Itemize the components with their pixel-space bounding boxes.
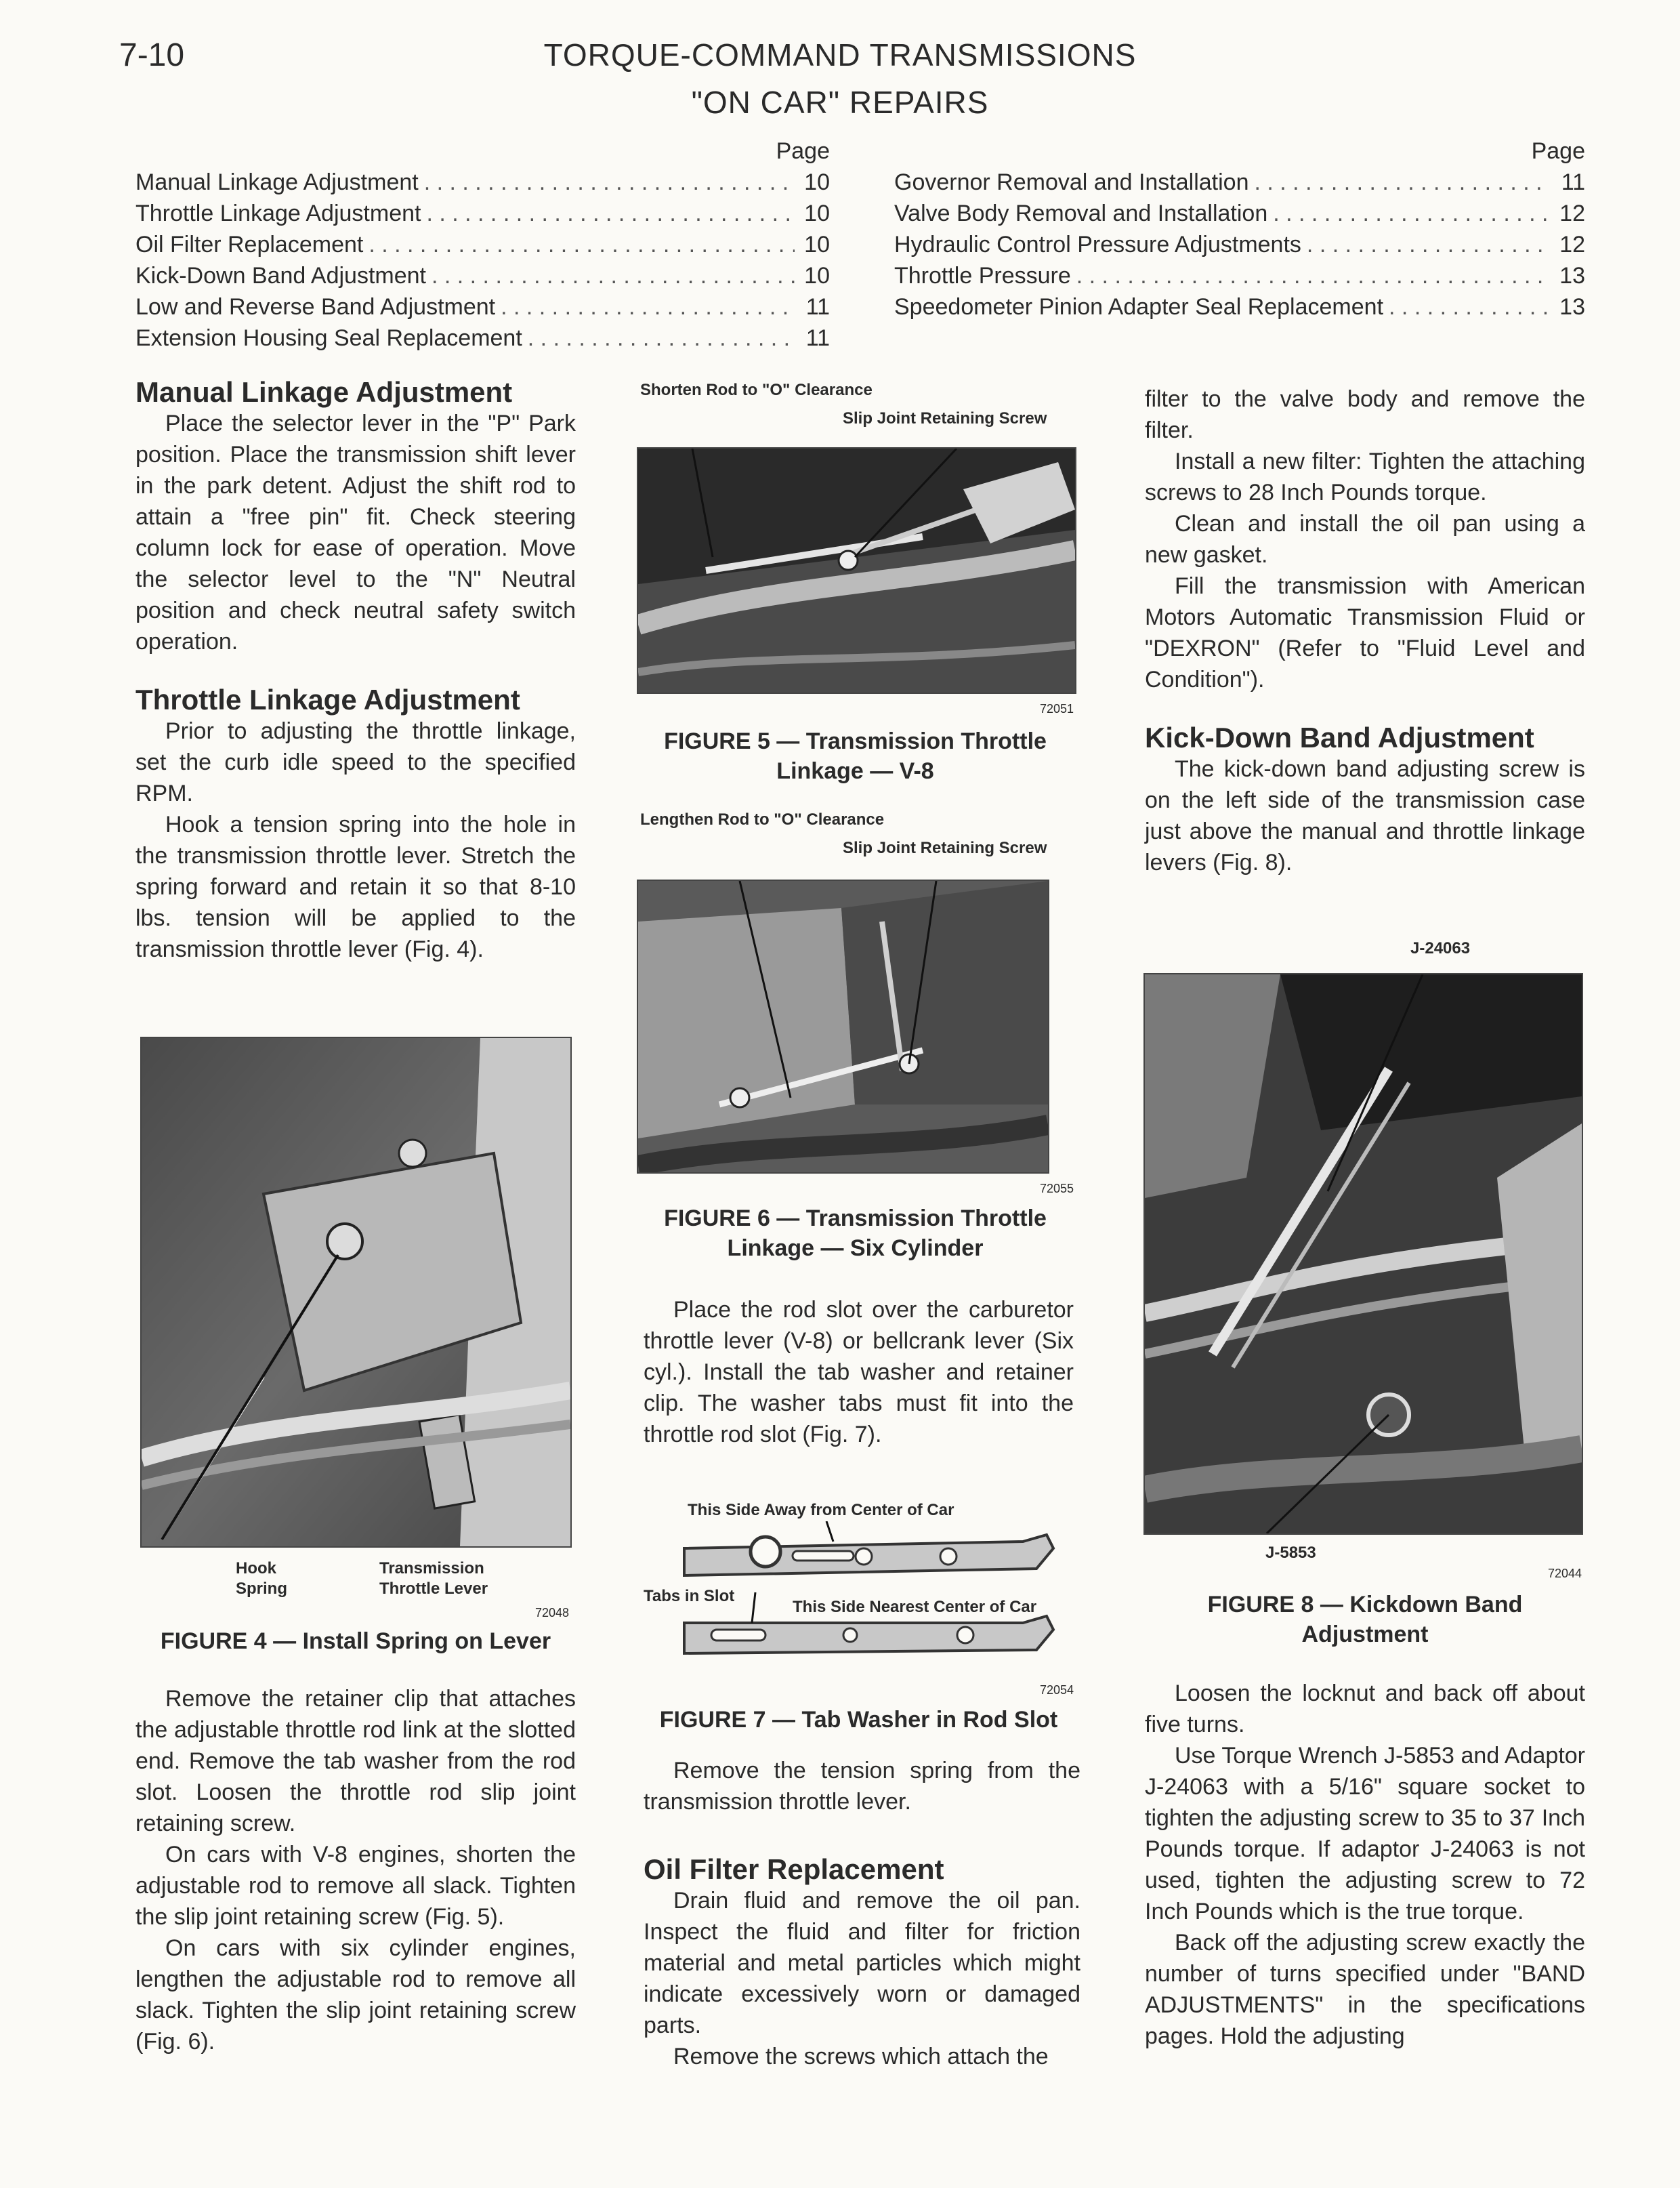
paragraph: Back off the adjusting screw exactly the number of turns specified under "BAND ADJUSTMENTS" in the specifications pages. Hold the adjusting bbox=[1145, 1930, 1585, 2049]
paragraph: Use Torque Wrench J-5853 and Adaptor J-24063 with a 5/16" square socket to tighten the adjusting screw to 35 to 37 Inch Pounds torque. If adaptor J-24063 is not used, tighten the adjusting screw to 72 Inch Pounds which is the true torque. bbox=[1145, 1743, 1585, 1924]
figure-4-label-hook-spring: Hook Spring bbox=[236, 1559, 287, 1598]
figure-5-label-shorten: Shorten Rod to "O" Clearance bbox=[640, 381, 873, 399]
figure-6-label-slip-joint: Slip Joint Retaining Screw bbox=[843, 839, 1047, 857]
figure-8-number: 72044 bbox=[1548, 1567, 1582, 1580]
paragraph: Hook a tension spring into the hole in the transmission throttle lever. Stretch the spring forward and retain it so that 8-10 lbs. tension will be applied to the transmission throttle lever (Fig. 4). bbox=[135, 812, 576, 962]
figure-8-caption: FIGURE 8 — Kickdown Band Adjustment bbox=[1207, 1592, 1523, 1647]
heading-kick-down-band: Kick-Down Band Adjustment bbox=[1145, 722, 1534, 754]
toc-entry: Governor Removal and Installation . . . 11 bbox=[894, 167, 1585, 198]
paragraph: Remove the retainer clip that attaches the adjustable throttle rod link at the slotted end. Remove the tab washer from the rod slot. Loosen the throttle rod slip joint retaining screw. bbox=[135, 1686, 576, 1836]
toc-entry: Hydraulic Control Pressure Adjustments . . . 12 bbox=[894, 229, 1585, 260]
paragraph: Remove the tension spring from the transmission throttle lever. bbox=[644, 1758, 1080, 1815]
toc-entry: Throttle Pressure . . . 13 bbox=[894, 260, 1585, 291]
toc-page-heading: Page bbox=[776, 138, 830, 164]
figure-8-illustration bbox=[1145, 974, 1582, 1533]
paragraph: Drain fluid and remove the oil pan. Inspect the fluid and filter for friction material and metal particles which might indicate excessively worn or damaged parts. bbox=[644, 1888, 1080, 2038]
toc-entry: Kick-Down Band Adjustment . . . 10 bbox=[135, 260, 830, 291]
column-3-bottom bbox=[1145, 1678, 1585, 2052]
figure-7-label-tabs: Tabs in Slot bbox=[644, 1587, 735, 1605]
figure-4-illustration bbox=[142, 1038, 570, 1546]
toc-entry: Manual Linkage Adjustment . . . 10 bbox=[135, 167, 830, 198]
column-1-top bbox=[135, 377, 576, 965]
page-number: 7-10 bbox=[119, 37, 185, 73]
paragraph: filter to the valve body and remove the filter. bbox=[1145, 386, 1585, 443]
paragraph: Install a new filter: Tighten the attaching screws to 28 Inch Pounds torque. bbox=[1145, 449, 1585, 505]
heading-manual-linkage: Manual Linkage Adjustment bbox=[135, 376, 513, 408]
figure-6-caption: FIGURE 6 — Transmission Throttle Linkage — Six Cylinder bbox=[664, 1205, 1047, 1261]
paragraph: Remove the screws which attach the bbox=[673, 2044, 1049, 2069]
figure-7-label-away: This Side Away from Center of Car bbox=[688, 1501, 954, 1519]
figure-4-label-lever: Transmission Throttle Lever bbox=[379, 1559, 488, 1598]
figure-4-number: 72048 bbox=[535, 1606, 570, 1619]
heading-throttle-linkage: Throttle Linkage Adjustment bbox=[135, 684, 520, 716]
figure-7-label-near: This Side Nearest Center of Car bbox=[793, 1598, 1037, 1616]
toc-page-heading: Page bbox=[1531, 138, 1585, 164]
paragraph: Place the selector lever in the "P" Park position. Place the transmission shift lever in the park detent. Adjust the shift rod to attain a "free pin" fit. Check steering column lock for ease of operation. Move the selector level to the "N" Neutral position and check neutral safety switch operation. bbox=[135, 411, 576, 655]
figure-6-photo bbox=[637, 880, 1049, 1174]
figure-7-caption: FIGURE 7 — Tab Washer in Rod Slot bbox=[659, 1707, 1058, 1733]
column-2-bottom bbox=[644, 1755, 1080, 2072]
toc-entry: Oil Filter Replacement . . . 10 bbox=[135, 229, 830, 260]
figure-4-caption: FIGURE 4 — Install Spring on Lever bbox=[160, 1628, 551, 1654]
toc-entry: Valve Body Removal and Installation . . . 12 bbox=[894, 198, 1585, 229]
page-title: TORQUE-COMMAND TRANSMISSIONS bbox=[543, 37, 1137, 73]
paragraph: Loosen the locknut and back off about five turns. bbox=[1145, 1680, 1585, 1737]
page-subtitle: "ON CAR" REPAIRS bbox=[691, 85, 989, 120]
figure-5-caption: FIGURE 5 — Transmission Throttle Linkage — V-8 bbox=[664, 728, 1047, 784]
toc-entry: Low and Reverse Band Adjustment . . . 11 bbox=[135, 291, 830, 323]
toc-entry: Throttle Linkage Adjustment . . . 10 bbox=[135, 198, 830, 229]
paragraph: On cars with V-8 engines, shorten the adjustable rod to remove all slack. Tighten the slip joint retaining screw (Fig. 5). bbox=[135, 1842, 576, 1930]
paragraph: The kick-down band adjusting screw is on the left side of the transmission case just above the manual and throttle linkage levers (Fig. 8). bbox=[1145, 756, 1585, 875]
figure-5-label-slip-joint: Slip Joint Retaining Screw bbox=[843, 409, 1047, 428]
figure-8-label-j5853: J-5853 bbox=[1265, 1544, 1316, 1562]
figure-7-number: 72054 bbox=[1040, 1683, 1074, 1697]
figure-6-illustration bbox=[638, 881, 1048, 1172]
paragraph: Prior to adjusting the throttle linkage, set the curb idle speed to the specified RPM. bbox=[135, 718, 576, 806]
heading-oil-filter: Oil Filter Replacement bbox=[644, 1853, 944, 1885]
figure-8-photo bbox=[1143, 973, 1583, 1535]
paragraph: Clean and install the oil pan using a new gasket. bbox=[1145, 511, 1585, 568]
paragraph: Fill the transmission with American Motors Automatic Transmission Fluid or "DEXRON" (Refer to "Fluid Level and Condition"). bbox=[1145, 573, 1585, 693]
figure-4-photo bbox=[140, 1037, 572, 1548]
toc-entry: Extension Housing Seal Replacement . . . 11 bbox=[135, 323, 830, 354]
toc-right bbox=[894, 136, 1585, 323]
paragraph: On cars with six cylinder engines, lengthen the adjustable rod to remove all slack. Tighten the slip joint retaining screw (Fig. 6). bbox=[135, 1935, 576, 2055]
figure-5-illustration bbox=[638, 449, 1075, 693]
paragraph: Place the rod slot over the carburetor throttle lever (V-8) or bellcrank lever (Six cyl.). Install the tab washer and retainer clip. The washer tabs must fit into the throttle rod slot (Fig. 7). bbox=[644, 1297, 1074, 1447]
toc-left bbox=[135, 136, 830, 354]
figure-5-photo bbox=[637, 447, 1076, 694]
figure-8-label-j24063: J-24063 bbox=[1410, 939, 1471, 957]
figure-6-label-lengthen: Lengthen Rod to "O" Clearance bbox=[640, 810, 885, 829]
column-1-bottom bbox=[135, 1683, 576, 2057]
column-3-top bbox=[1145, 384, 1585, 878]
figure-6-number: 72055 bbox=[1040, 1182, 1074, 1195]
figure-5-number: 72051 bbox=[1040, 702, 1074, 716]
column-2-middle bbox=[644, 1294, 1074, 1450]
toc-entry: Speedometer Pinion Adapter Seal Replacement . . . 13 bbox=[894, 291, 1585, 323]
